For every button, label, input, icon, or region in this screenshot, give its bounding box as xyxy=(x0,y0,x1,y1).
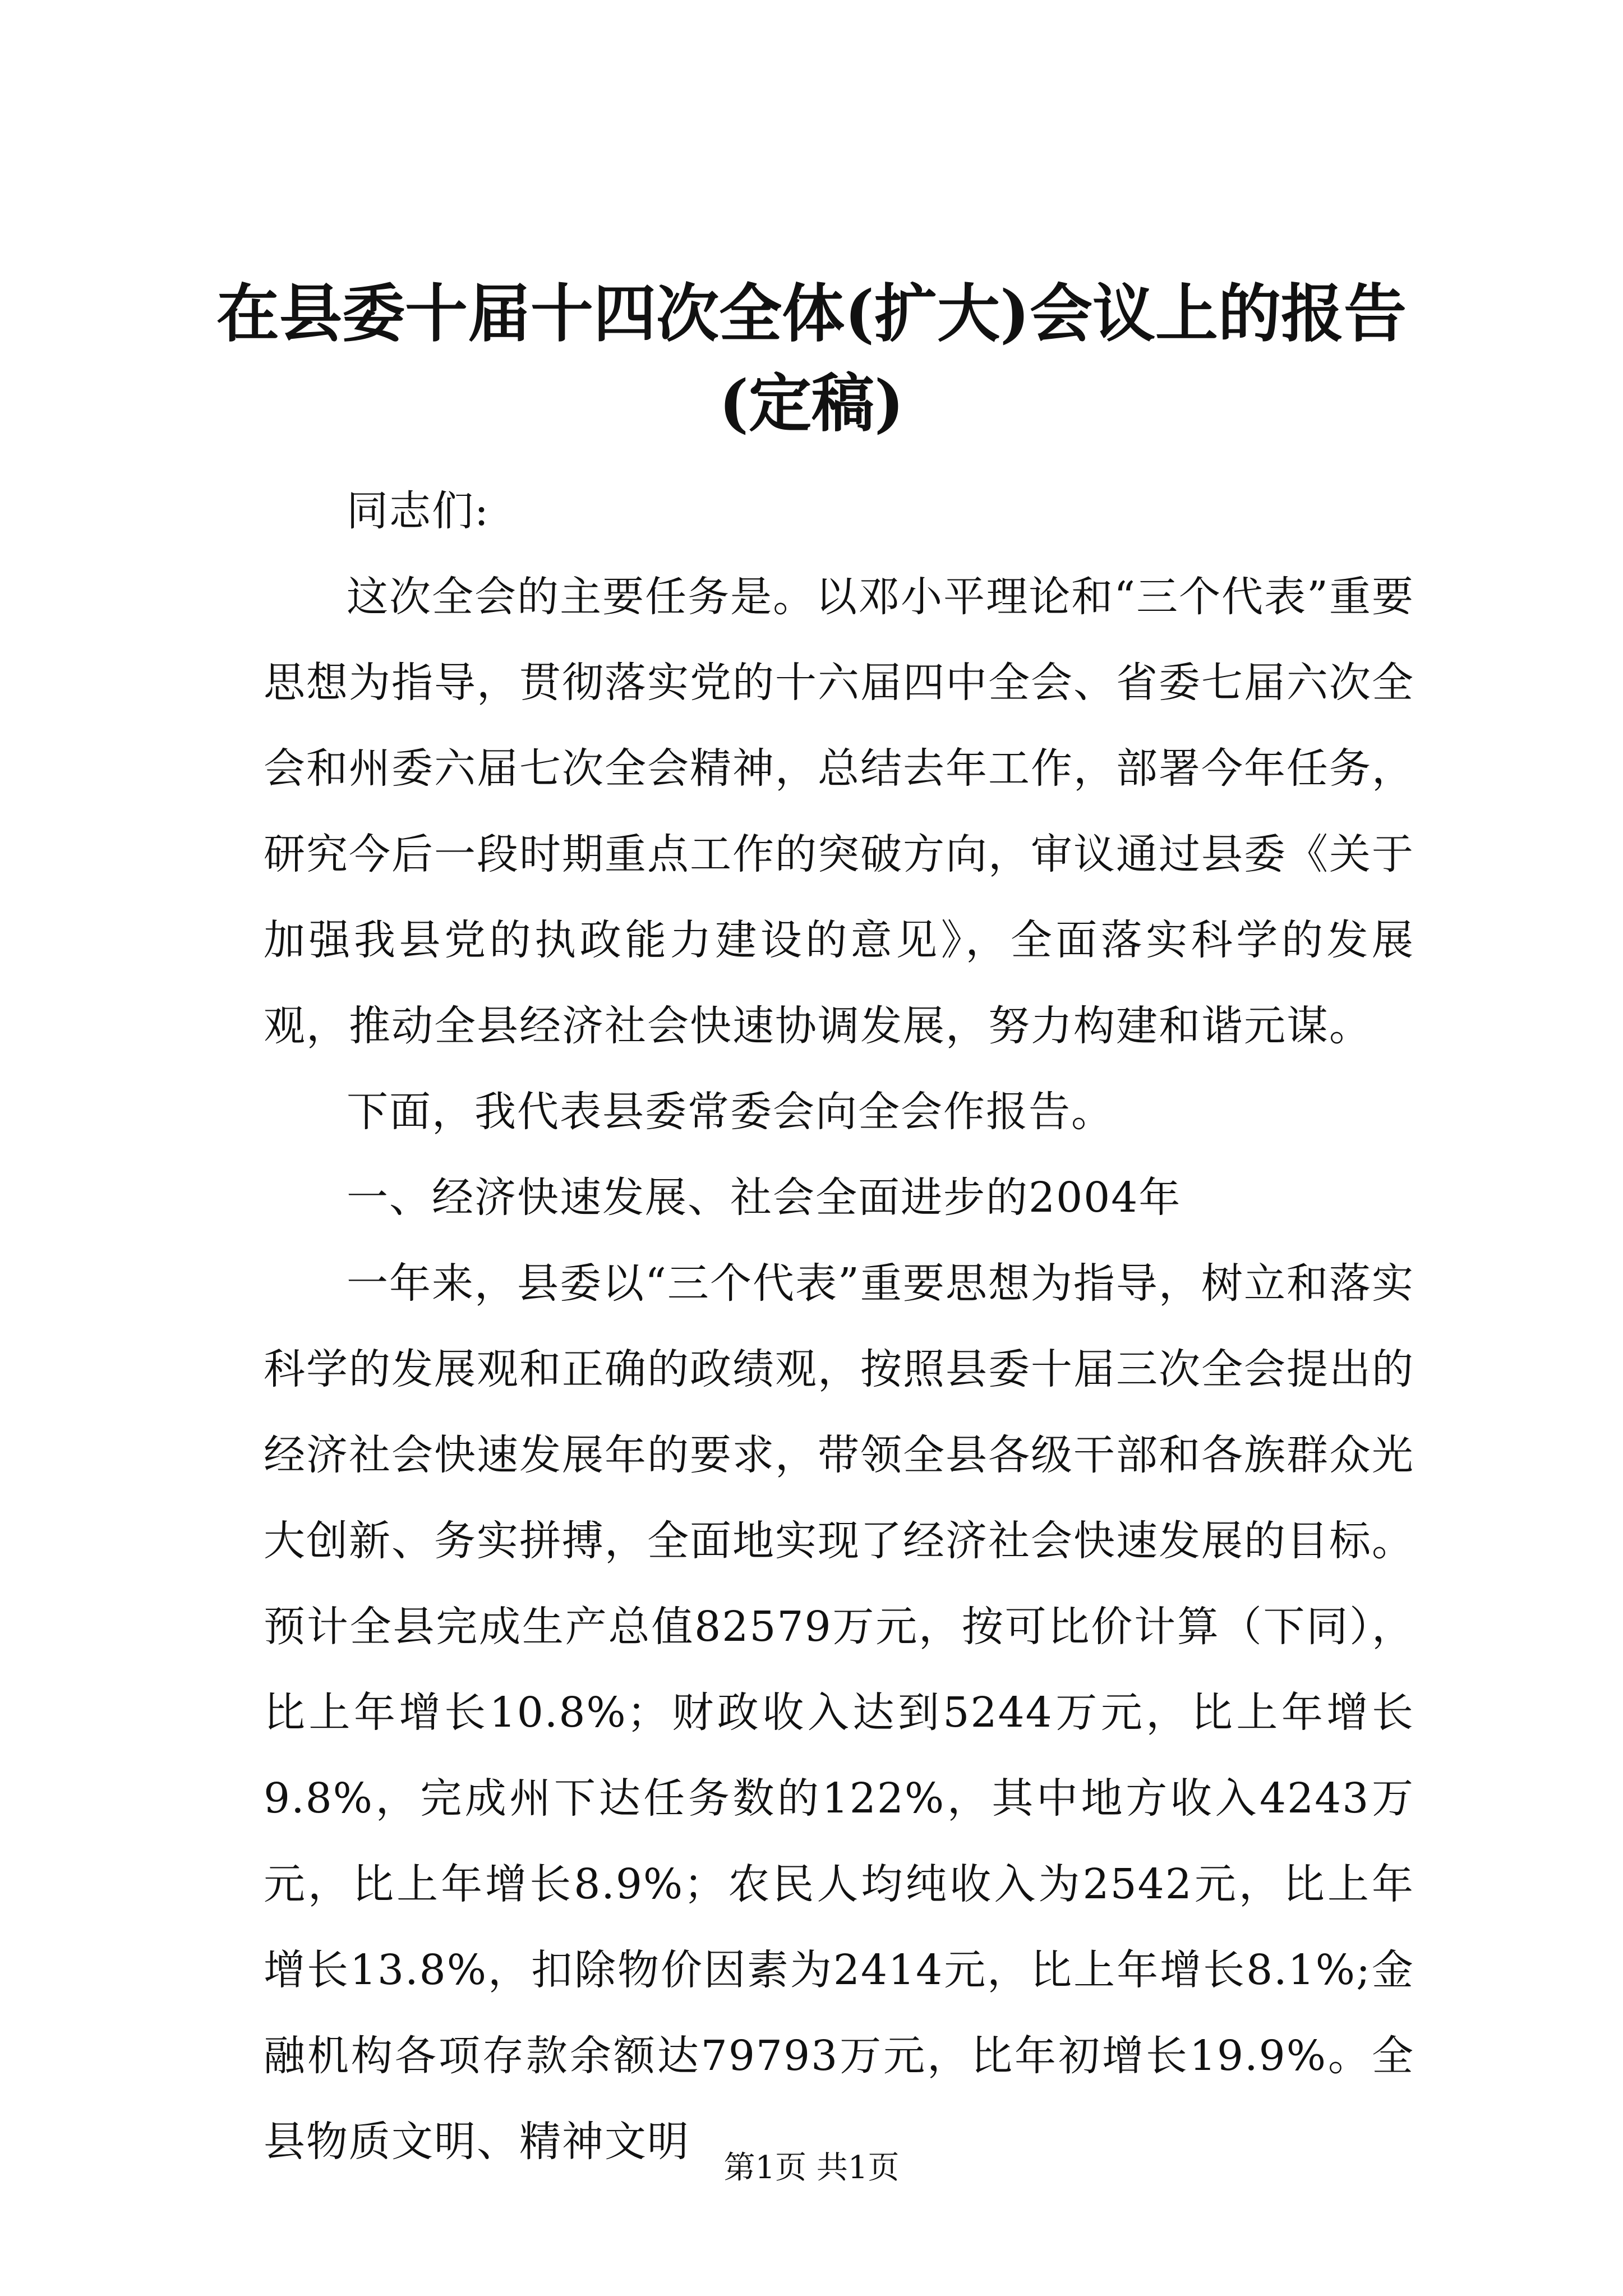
title-line-2: (定稿) xyxy=(719,367,904,440)
document-body xyxy=(264,468,1414,2185)
page-footer: 第1页 共1页 xyxy=(723,2150,900,2186)
paragraph-review: 一年来，县委以“三个代表”重要思想为指导，树立和落实科学的发展观和正确的政绩观，按照县委十届三次全会提出的经济社会快速发展年的要求，带领全县各级干部和各族群众光大创新、务实拼搏，全面地实现了经济社会快速发展的目标。预计全县完成生产总值82579万元，按可比价计算（下同），比上年增长10.8%；财政收入达到5244万元，比上年增长9.8%，完成州下达任务数的122%，其中地方收入4243万元，比上年增长8.9%；农民人均纯收入为2542元，比上年增长13.8%，扣除物价因素为2414元，比上年增长8.1%;金融机构各项存款余额达79793万元，比年初增长19.9%。全县物质文明、精神文明 xyxy=(264,1259,1414,2166)
document-title xyxy=(0,269,1623,449)
section-heading-1: 一、经济快速发展、社会全面进步的2004年 xyxy=(347,1174,1182,1222)
title-line-1: 在县委十届十四次全体(扩大)会议上的报告 xyxy=(216,277,1407,351)
paragraph-intro: 这次全会的主要任务是。以邓小平理论和“三个代表”重要思想为指导，贯彻落实党的十六届四中全会、省委七届六次全会和州委六届七次全会精神，总结去年工作，部署今年任务，研究今后一段时期重点工作的突破方向，审议通过县委《关于加强我县党的执政能力建设的意见》，全面落实科学的发展观，推动全县经济社会快速协调发展，努力构建和谐元谋。 xyxy=(264,573,1414,1050)
salutation: 同志们: xyxy=(347,487,490,535)
paragraph-report-intro: 下面，我代表县委常委会向全会作报告。 xyxy=(347,1088,1114,1136)
